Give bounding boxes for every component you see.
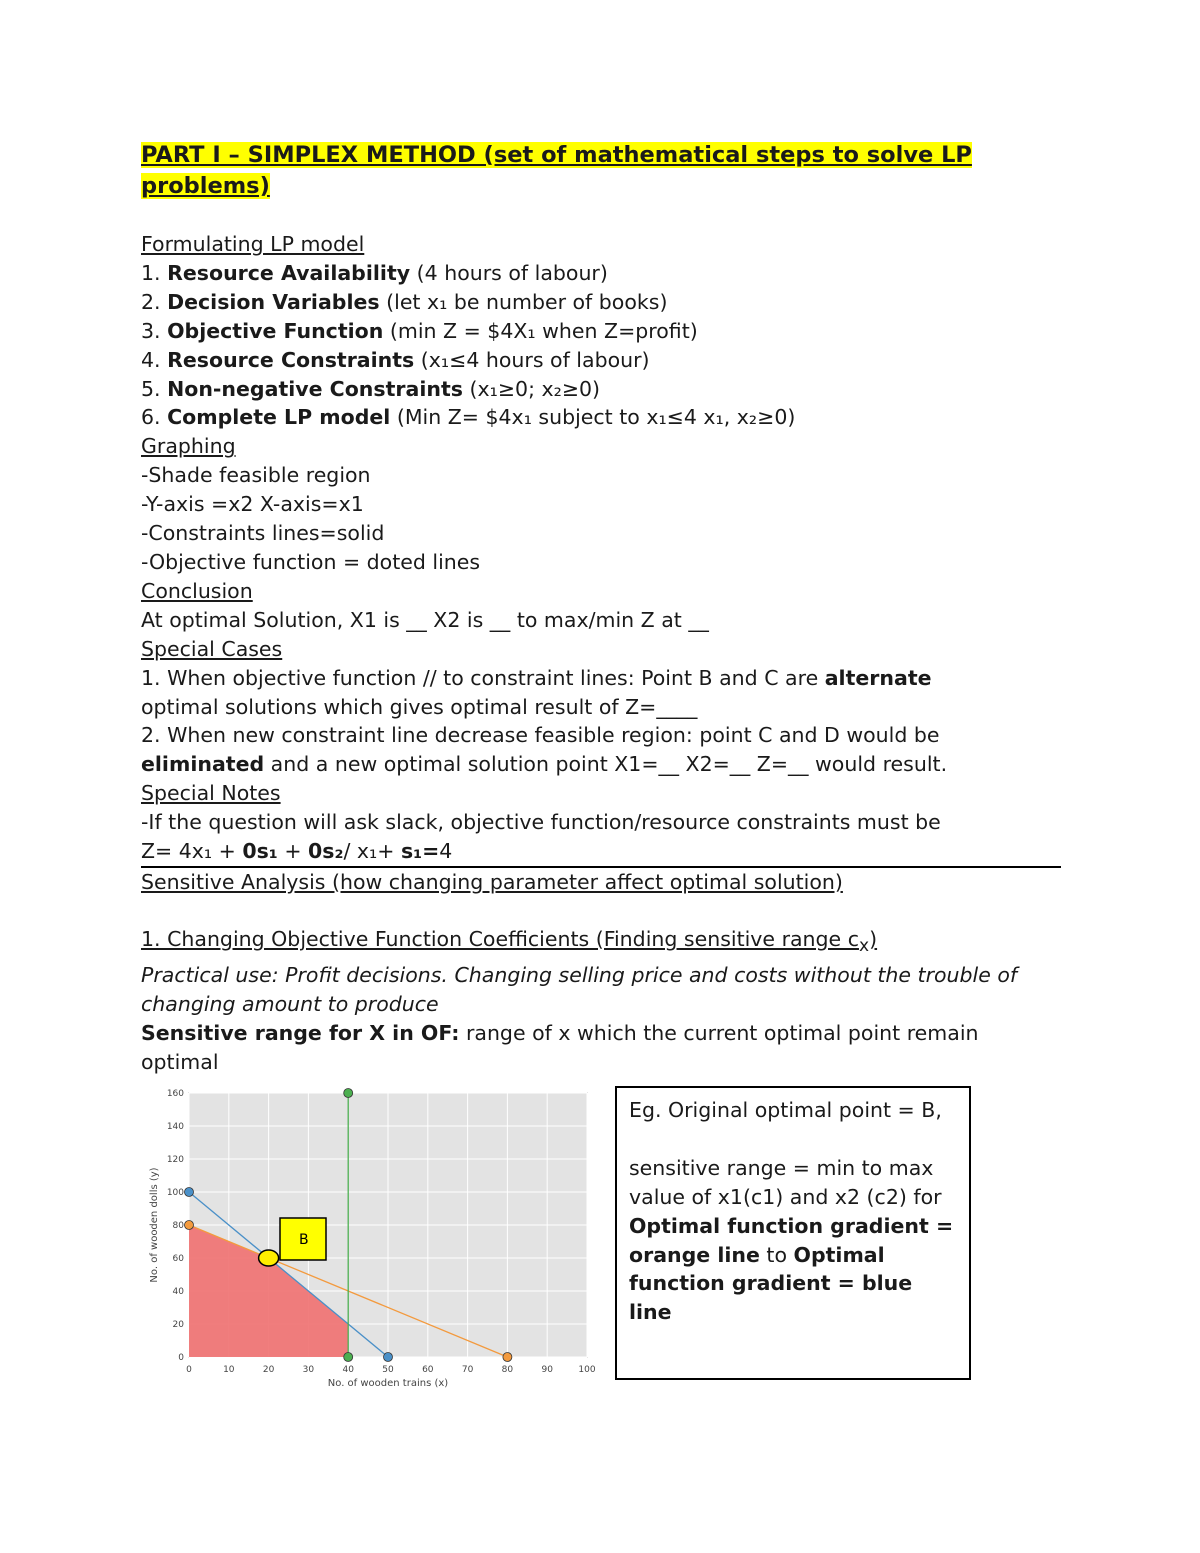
graphing-line: -Objective function = doted lines xyxy=(141,549,481,574)
y-tick-label: 0 xyxy=(178,1353,184,1363)
x-tick-label: 40 xyxy=(342,1365,354,1375)
x-axis-label: No. of wooden trains (x) xyxy=(327,1378,449,1389)
y-tick-label: 40 xyxy=(172,1287,184,1297)
list-item: 5. Non-negative Constraints (x₁≥0; x₂≥0) xyxy=(141,376,601,401)
list-item: 3. Objective Function (min Z = $4X₁ when Z=profit) xyxy=(141,318,698,343)
box-line-1: Eg. Original optimal point = B, xyxy=(629,1098,942,1122)
box-body: sensitive range = min to max value of x1(c1) and x2 (c2) for Optimal function gradient = orange line to Optimal function gradient = blue line xyxy=(629,1155,954,1325)
x-tick-label: 60 xyxy=(422,1365,434,1375)
page-title: PART I – SIMPLEX METHOD (set of mathematical steps to solve LP problems) xyxy=(141,142,972,199)
lp-graph xyxy=(141,1080,601,1392)
x-tick-label: 0 xyxy=(186,1365,192,1375)
list-item: 6. Complete LP model (Min Z= $4x₁ subject to x₁≤4 x₁, x₂≥0) xyxy=(141,405,796,430)
point-b-label: B xyxy=(299,1232,309,1248)
special-case-1: 1. When objective function // to constraint lines: Point B and C are alternate xyxy=(141,665,932,690)
special-notes-heading: Special Notes xyxy=(141,781,281,806)
y-tick-label: 120 xyxy=(166,1155,184,1165)
special-notes-line: -If the question will ask slack, objective function/resource constraints must be xyxy=(141,810,941,835)
y-tick-label: 60 xyxy=(172,1254,184,1264)
graphing-line: -Y-axis =x2 X-axis=x1 xyxy=(141,492,364,517)
y-tick-label: 80 xyxy=(172,1221,184,1231)
x-tick-label: 70 xyxy=(461,1365,474,1375)
intercept-dot xyxy=(384,1353,393,1362)
intercept-dot xyxy=(503,1353,512,1362)
special-case-2-cont: eliminated and a new optimal solution point X1=__ X2=__ Z=__ would result. xyxy=(141,752,948,777)
x-tick-label: 50 xyxy=(382,1365,394,1375)
sensitive-subheading: 1. Changing Objective Function Coefficients (Finding sensitive range $c_x$) xyxy=(141,926,878,956)
x-tick-label: 90 xyxy=(541,1365,553,1375)
intercept-dot xyxy=(344,1089,353,1098)
sensitive-range-definition: Sensitive range for X in OF: range of x which the current optimal point remain optimal xyxy=(141,1020,979,1074)
document-body xyxy=(141,140,1061,1076)
x-tick-label: 30 xyxy=(302,1365,315,1375)
y-tick-label: 160 xyxy=(166,1089,184,1099)
y-tick-label: 140 xyxy=(166,1122,184,1132)
x-tick-label: 20 xyxy=(262,1365,275,1375)
optimal-point-marker xyxy=(259,1250,279,1266)
example-note-box xyxy=(615,1086,971,1380)
y-tick-label: 20 xyxy=(172,1320,184,1330)
list-item: 2. Decision Variables (let x₁ be number of books) xyxy=(141,289,668,314)
graphing-line: -Constraints lines=solid xyxy=(141,521,385,546)
graphing-line: -Shade feasible region xyxy=(141,463,371,488)
intercept-dot xyxy=(344,1353,353,1362)
sensitive-heading: Sensitive Analysis (how changing parameter affect optimal solution) xyxy=(141,869,843,894)
list-item: 1. Resource Availability (4 hours of labour) xyxy=(141,260,608,285)
conclusion-heading: Conclusion xyxy=(141,578,253,603)
x-tick-label: 80 xyxy=(501,1365,514,1375)
practical-use: Practical use: Profit decisions. Changing selling price and costs without the trouble of changing amount to produce xyxy=(141,962,1018,1016)
list-item: 4. Resource Constraints (x₁≤4 hours of labour) xyxy=(141,347,650,372)
special-case-2: 2. When new constraint line decrease feasible region: point C and D would be xyxy=(141,723,940,748)
y-axis-label: No. of wooden dolls (y) xyxy=(149,1167,160,1283)
y-tick-label: 100 xyxy=(166,1188,184,1198)
graphing-heading: Graphing xyxy=(141,434,236,459)
conclusion-line: At optimal Solution, X1 is __ X2 is __ to max/min Z at __ xyxy=(141,607,709,632)
special-cases-heading: Special Cases xyxy=(141,636,283,661)
intercept-dot xyxy=(185,1188,194,1197)
special-case-1-cont: optimal solutions which gives optimal result of Z=____ xyxy=(141,694,698,719)
formulating-list xyxy=(141,259,1061,432)
formulating-heading: Formulating LP model xyxy=(141,232,365,256)
x-tick-label: 100 xyxy=(578,1365,596,1375)
intercept-dot xyxy=(185,1221,194,1230)
slack-equation: Z= 4x₁ + 0s₁ + 0s₂/ x₁+ s₁=4 xyxy=(141,837,1061,868)
x-tick-label: 10 xyxy=(223,1365,235,1375)
